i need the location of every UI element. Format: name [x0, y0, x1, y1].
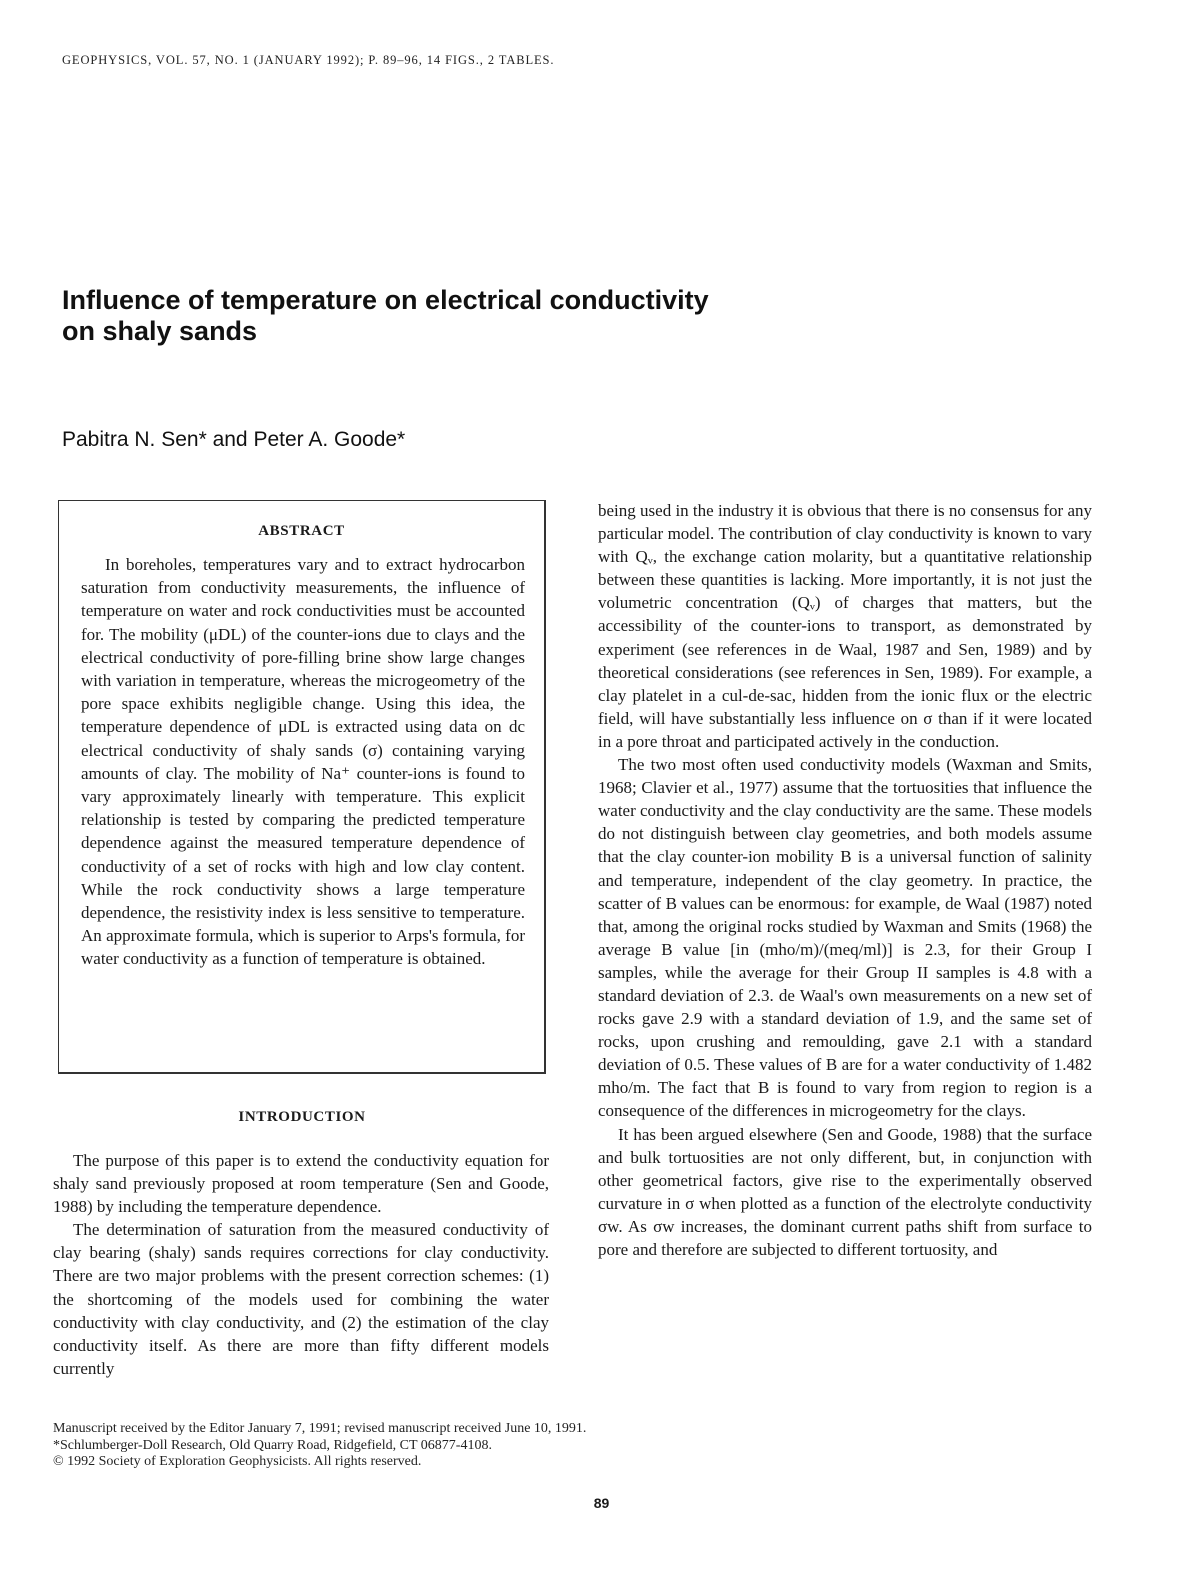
introduction-heading: INTRODUCTION — [238, 1109, 366, 1125]
right-column-paragraph-2: The two most often used conductivity models (Waxman and Smits, 1968; Clavier et al., 1977) assume that the tortuosities that influence the water conductivity and the clay conductivity are the same. These models do not distinguish between clay geometries, and both models assume that the clay counter-ion mobility B is a universal function of salinity and temperature, independent of the clay geometry. In practice, the scatter of B values can be enormous: for example, de Waal (1987) noted that, among the original rocks studied by Waxman and Smits (1968) the average B value [in (mho/m)/(meq/ml)] is 2.3, for their Group I samples, while the average for their Group II samples is 4.8 with a standard deviation of 2.3. de Waal's own measurements on a new set of rocks gave 2.9 with a standard deviation of 1.9, and the same set of rocks, upon crushing and remoulding, gave 2.1 with a standard deviation of 0.5. These values of B are for a water conductivity of 1.482 mho/m. The fact that B is found to vary from region to region is a consequence of the differences in microgeometry for the clays. — [598, 755, 1092, 1121]
right-column — [598, 499, 1092, 1261]
article-title — [62, 285, 822, 347]
introduction-paragraph-1: The purpose of this paper is to extend the conductivity equation for shaly sand previously proposed at room temperature (Sen and Goode, 1988) by including the temperature dependence. — [53, 1151, 549, 1217]
footnote-affiliation: *Schlumberger-Doll Research, Old Quarry Road, Ridgefield, CT 06877-4108. — [53, 1437, 492, 1453]
footnotes — [53, 1421, 813, 1471]
right-column-paragraph-1: being used in the industry it is obvious that there is no consensus for any particular model. The contribution of clay conductivity is known to vary with Qᵥ, the exchange cation molarity, but a quantitative relationship between these quantities is lacking. More importantly, it is not just the volumetric concentration (Qᵥ) of charges that matters, but the accessibility of the counter-ions to transport, as demonstrated by experiment (see references in de Waal, 1987 and Sen, 1989) and by theoretical considerations (see references in Sen, 1989). For example, a clay platelet in a cul-de-sac, hidden from the ionic flux or the electric field, will have substantially less influence on σ than if it were located in a pore throat and participated actively in the conduction. — [598, 501, 1092, 751]
right-column-paragraph-3: It has been argued elsewhere (Sen and Goode, 1988) that the surface and bulk tortuosities are not only different, but, in conjunction with other geometrical factors, give rise to the experimentally observed curvature in σ when plotted as a function of the electrolyte conductivity σw. As σw increases, the dominant current paths shift from surface to pore and therefore are subjected to different tortuosity, and — [598, 1124, 1092, 1259]
footnote-copyright: © 1992 Society of Exploration Geophysicists. All rights reserved. — [53, 1454, 422, 1469]
left-column — [53, 1149, 549, 1380]
article-title-line-1: Influence of temperature on electrical conductivity — [62, 285, 709, 315]
abstract-heading: ABSTRACT — [258, 523, 345, 539]
article-authors: Pabitra N. Sen* and Peter A. Goode* — [62, 428, 406, 451]
article-title-line-2: on shaly sands — [62, 316, 258, 346]
abstract-box — [58, 500, 546, 1074]
footnote-received: Manuscript received by the Editor January 7, 1991; revised manuscript received June 10, 1991. — [53, 1421, 587, 1436]
journal-header: GEOPHYSICS, VOL. 57, NO. 1 (JANUARY 1992); P. 89–96, 14 FIGS., 2 TABLES. — [62, 53, 555, 67]
abstract-text: In boreholes, temperatures vary and to extract hydrocarbon saturation from conductivity measurements, the influence of temperature on water and rock conductivities must be accounted for. The mobility (μDL) of the counter-ions due to clays and the electrical conductivity of pore-filling brine show large changes with variation in temperature, whereas the microgeometry of the pore space exhibits negligible change. Using this idea, the temperature dependence of μDL is extracted using data on dc electrical conductivity of shaly sands (σ) containing varying amounts of clay. The mobility of Na⁺ counter-ions is found to vary approximately linearly with temperature. This explicit relationship is tested by comparing the predicted temperature dependence against the measured temperature dependence of conductivity of a set of rocks with high and low clay content. While the rock conductivity shows a large temperature dependence, the resistivity index is less sensitive to temperature. An approximate formula, which is superior to Arps's formula, for water conductivity as a function of temperature is obtained. — [81, 555, 525, 969]
introduction-paragraph-2: The determination of saturation from the measured conductivity of clay bearing (shaly) sands requires corrections for clay conductivity. There are two major problems with the present correction schemes: (1) the shortcoming of the models used for combining the water conductivity with clay conductivity, and (2) the estimation of the clay conductivity itself. As there are more than fifty different models currently — [53, 1220, 549, 1378]
page-number: 89 — [593, 1495, 610, 1511]
